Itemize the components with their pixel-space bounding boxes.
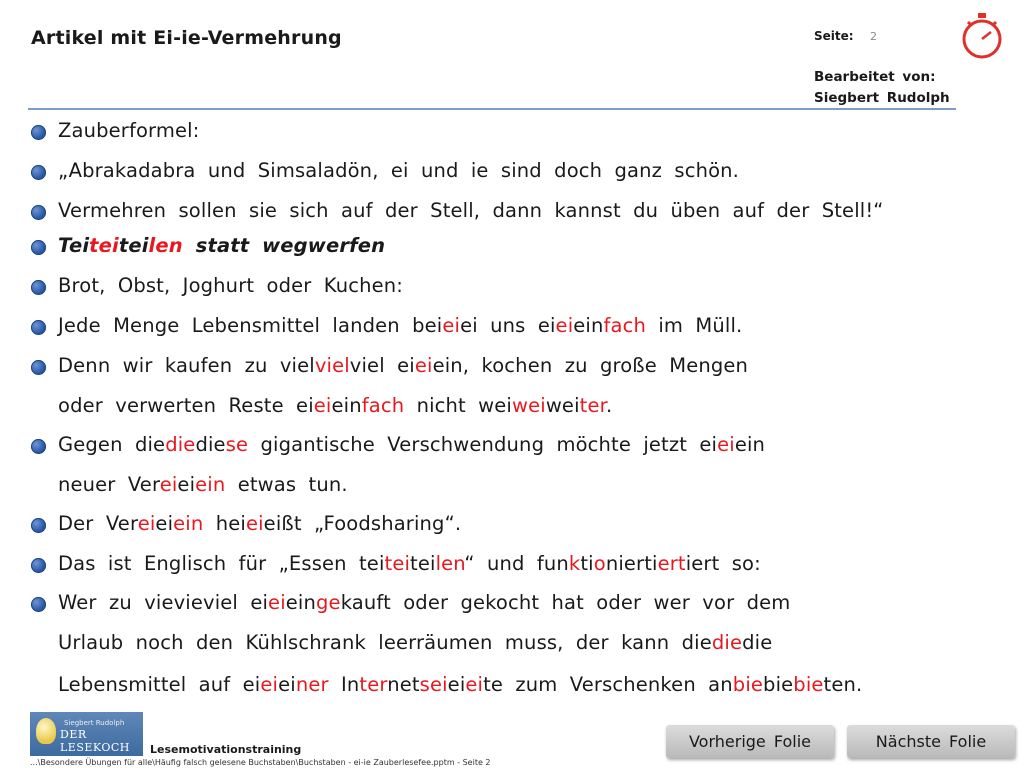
text-line-3: Vermehren sollen sie sich auf der Stell, dann kannst du üben auf der Stell!“ [58,199,884,222]
text-line-14: Urlaub noch den Kühlschrank leerräumen muss, der kann diediedie [58,631,773,654]
text-line-10: neuer Vereieiein etwas tun. [58,473,348,496]
footer-file-path: ...\Besondere Übungen für alle\Häufig falsch gelesene Buchstaben\Buchstaben - ei-ie Zauberlesefee.pptm - Seite 2 [30,758,491,767]
header-divider [28,108,956,110]
bullet-icon [31,558,46,573]
bullet-icon [31,205,46,220]
text-line-4: Teiteiteilen statt wegwerfen [58,234,386,257]
footer-title: Lesemotivationstraining [150,743,302,756]
text-line-5: Brot, Obst, Joghurt oder Kuchen: [58,274,404,297]
text-line-11: Der Vereieiein heieieißt „Foodsharing“. [58,512,462,535]
page-number: 2 [870,30,877,43]
lightbulb-icon [36,718,56,744]
lesekoch-logo [30,712,143,756]
bullet-icon [31,165,46,180]
text-line-8: oder verwerten Reste eieieinfach nicht weiweiweiter. [58,394,613,417]
bullet-icon [31,597,46,612]
author-name: Siegbert Rudolph [814,90,950,106]
bullet-icon [31,240,46,255]
text-line-15: Lebensmittel auf eieieiner Internetseieieite zum Verschenken anbiebiebieten. [58,673,863,696]
bullet-icon [31,280,46,295]
text-line-7: Denn wir kaufen zu vielvielviel eieiein, kochen zu große Mengen [58,354,749,377]
text-line-9: Gegen diediediese gigantische Verschwendung möchte jetzt eieiein [58,433,766,456]
logo-brand: DER LESEKOCH [60,728,130,754]
text-line-2: „Abrakadabra und Simsaladön, ei und ie sind doch ganz schön. [58,159,740,182]
editor-info [814,67,950,109]
bullet-icon [31,439,46,454]
bullet-icon [31,360,46,375]
bullet-icon [31,125,46,140]
bullet-icon [31,518,46,533]
text-line-12: Das ist Englisch für „Essen teiteiteilen“ und funktioniertiertiert so: [58,552,761,575]
logo-author: Siegbert Rudolph [64,719,125,727]
bullet-icon [31,320,46,335]
next-slide-button[interactable]: Nächste Folie [847,725,1015,758]
text-line-6: Jede Menge Lebensmittel landen beieiei uns eieieinfach im Müll. [58,314,743,337]
previous-slide-button[interactable]: Vorherige Folie [666,725,834,758]
page-label: Seite: [814,29,854,43]
text-line-1: Zauberformel: [58,119,200,142]
slide-title: Artikel mit Ei-ie-Vermehrung [31,27,342,49]
stopwatch-icon[interactable] [960,12,1004,60]
text-line-13: Wer zu vievieviel eieieingekauft oder gekocht hat oder wer vor dem [58,591,791,614]
edited-by-label: Bearbeitet von: [814,69,936,85]
